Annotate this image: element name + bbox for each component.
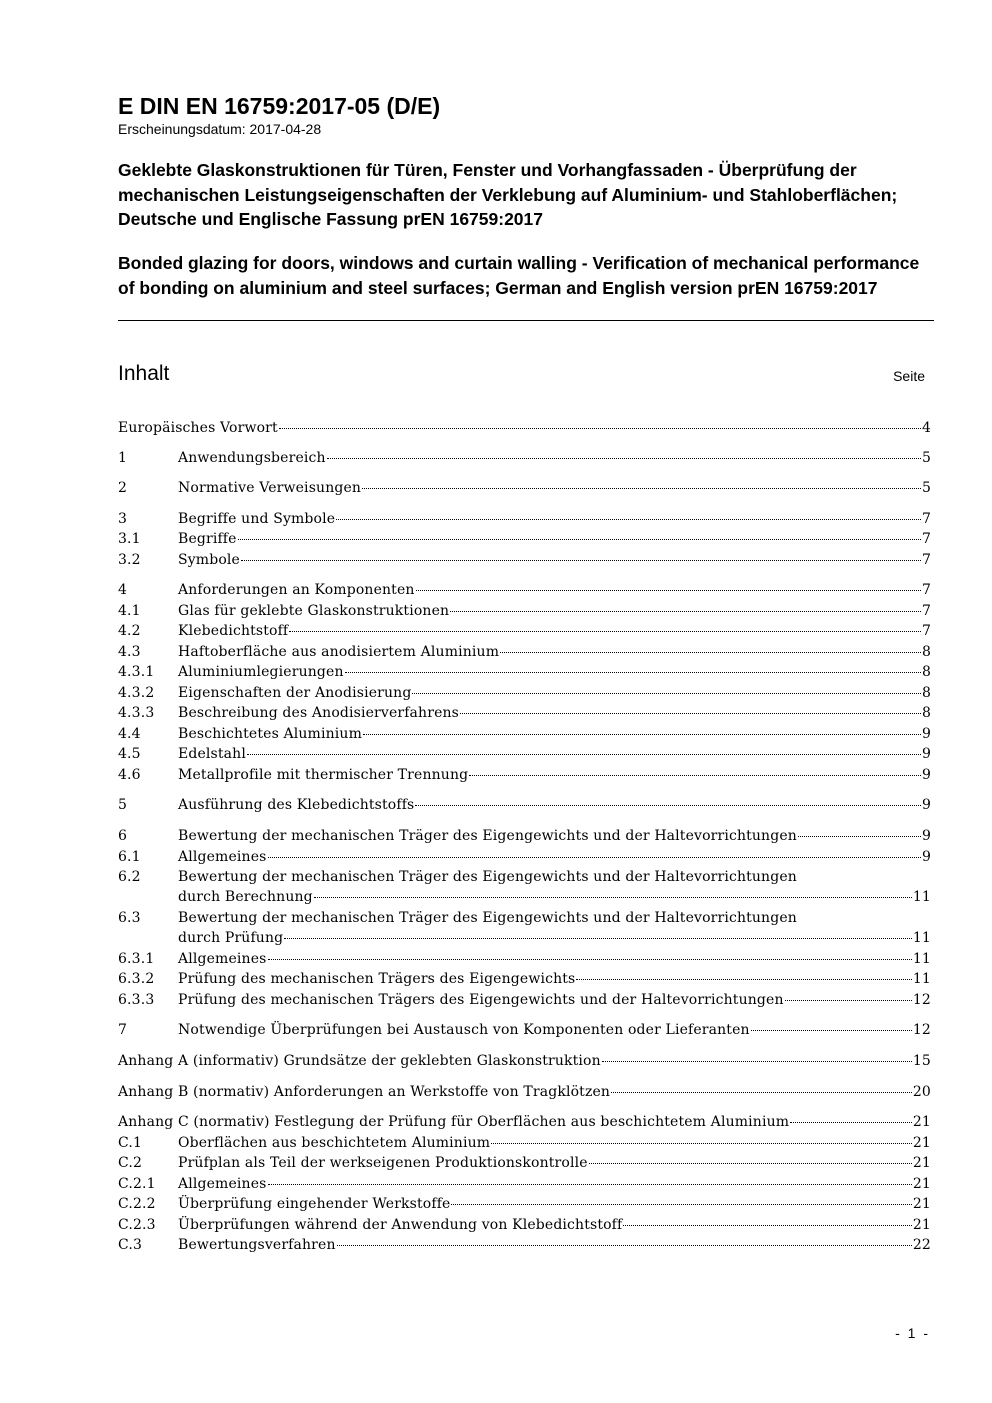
toc-entry-number: 1 [118,450,128,466]
toc-entry[interactable] [118,448,931,468]
toc-entry-number: 4.2 [118,623,141,639]
toc-entry-title: Oberflächen aus beschichtetem Aluminium [178,1135,491,1151]
toc-dot-leader [247,753,921,755]
toc-entry[interactable] [118,1082,931,1102]
toc-entry-title: Beschichtetes Aluminium [178,726,363,742]
toc-dot-leader [284,937,912,939]
toc-entry-page: 7 [921,531,931,547]
toc-entry[interactable] [118,1174,931,1194]
toc-entry-title: Prüfung des mechanischen Trägers des Eigengewichts und der Haltevorrichtungen [178,992,784,1008]
toc-entry-number: 6.3.1 [118,951,155,967]
toc-entry-page: 4 [921,420,931,436]
toc-entry-page: 7 [921,511,931,527]
toc-entry-page: 8 [921,664,931,680]
toc-entry-page: 21 [912,1196,931,1212]
toc-entry-title: Anhang A (informativ) Grundsätze der geklebten Glaskonstruktion [118,1053,601,1069]
toc-dot-leader [279,427,921,429]
toc-dot-leader [785,999,912,1001]
toc-entry[interactable] [118,1112,931,1132]
toc-entry-title: Allgemeines [178,951,267,967]
toc-entry-title: Normative Verweisungen [178,480,362,496]
toc-entry-title: Metallprofile mit thermischer Trennung [178,767,469,783]
toc-entry-number: 4.4 [118,726,141,742]
toc-entry-page: 8 [921,644,931,660]
toc-entry-title: Europäisches Vorwort [118,420,278,436]
toc-entry[interactable] [118,867,931,908]
toc-entry[interactable] [118,418,931,438]
toc-entry-title: durch Prüfung [178,930,284,947]
toc-dot-leader [491,1142,912,1144]
toc-entry-number: C.2.2 [118,1196,156,1212]
toc-entry-page: 9 [921,797,931,813]
toc-entry-number: 6.3 [118,910,141,926]
toc-entry-title: Überprüfung eingehender Werkstoffe [178,1196,451,1212]
toc-heading: Inhalt [118,362,170,385]
toc-entry-number: 4.3.3 [118,705,155,721]
toc-dot-leader [798,835,921,837]
toc-dot-leader [268,958,912,960]
toc-entry-number: C.2 [118,1155,143,1171]
toc-entry[interactable] [118,1235,931,1255]
toc-dot-leader [327,457,921,459]
toc-dot-leader [589,1162,912,1164]
toc-entry[interactable] [118,529,931,549]
toc-entry-number: C.2.3 [118,1217,156,1233]
toc-entry-number: 2 [118,480,128,496]
toc-entry-page: 11 [912,889,931,906]
toc-entry-number: 5 [118,797,128,813]
toc-dot-leader [451,1203,911,1205]
toc-entry-title: Aluminiumlegierungen [178,664,344,680]
toc-entry[interactable] [118,580,931,600]
toc-dot-leader [238,538,921,540]
toc-entry-page: 9 [921,849,931,865]
toc-entry-page: 8 [921,705,931,721]
toc-entry-page: 9 [921,746,931,762]
toc-entry-title: Prüfung des mechanischen Trägers des Eigengewichts [178,971,576,987]
page-number: - 1 - [895,1325,930,1341]
toc-dot-leader [268,856,921,858]
toc-entry-page: 11 [912,930,931,947]
toc-entry[interactable] [118,908,931,949]
toc-entry-title: Edelstahl [178,746,246,762]
toc-entry[interactable] [118,1153,931,1173]
toc-entry[interactable] [118,550,931,570]
toc-dot-leader [336,518,921,520]
toc-entry-page: 22 [912,1237,931,1253]
toc-entry[interactable] [118,703,931,723]
toc-entry-title: Überprüfungen während der Anwendung von Klebedichtstoff [178,1217,623,1233]
toc-entry-number: 3.1 [118,531,141,547]
toc-dot-leader [576,978,912,980]
toc-entry-page: 21 [912,1114,931,1130]
toc-entry[interactable] [118,990,931,1010]
toc-entry-page: 11 [912,971,931,987]
publication-date: Erscheinungsdatum: 2017-04-28 [118,121,322,137]
toc-entry-number: C.3 [118,1237,143,1253]
toc-entry-page: 9 [921,726,931,742]
toc-entry-title: Symbole [178,552,240,568]
toc-entry-title: Haftoberfläche aus anodisiertem Aluminium [178,644,500,660]
toc-entry-page: 12 [912,992,931,1008]
toc-entry-page: 21 [912,1155,931,1171]
toc-dot-leader [412,692,921,694]
toc-entry[interactable] [118,949,931,969]
toc-entry-number: C.1 [118,1135,143,1151]
toc-dot-leader [469,774,921,776]
toc-entry-number: 6.3.3 [118,992,155,1008]
toc-entry-title: Anhang B (normativ) Anforderungen an Werkstoffe von Tragklötzen [118,1084,611,1100]
toc-entry-page: 5 [921,450,931,466]
toc-entry-title: Bewertung der mechanischen Träger des Eigengewichts und der Haltevorrichtungen [178,828,797,844]
toc-entry-number: 4 [118,582,128,598]
toc-entry[interactable] [118,601,931,621]
toc-entry[interactable] [118,621,931,641]
toc-entry-title: Klebedichtstoff [178,623,289,639]
toc-dot-leader [450,610,921,612]
toc-entry-title-line: Bewertung der mechanischen Träger des Eigengewichts und der Haltevorrichtungen [178,910,797,926]
toc-entry-title: Anforderungen an Komponenten [178,582,415,598]
toc-entry[interactable] [118,1215,931,1235]
toc-entry-number: 6 [118,828,128,844]
toc-entry-number: 4.3.2 [118,685,155,701]
title-german: Geklebte Glaskonstruktionen für Türen, Fenster und Vorhangfassaden - Überprüfung der mechanischen Leistungseigenschaften der Verklebung auf Aluminium- und Stahloberflächen; Deutsche und Englische Fassung prEN 16759:2017 [118,160,898,229]
toc-entry[interactable] [118,1020,931,1040]
toc-dot-leader [337,1244,912,1246]
toc-entry-page: 9 [921,828,931,844]
toc-dot-leader [500,651,921,653]
toc-entry-title: Anhang C (normativ) Festlegung der Prüfung für Oberflächen aus beschichtetem Aluminium [118,1114,790,1130]
toc-entry-page: 11 [912,951,931,967]
toc-entry-page: 5 [921,480,931,496]
toc-dot-leader [623,1224,912,1226]
title-english: Bonded glazing for doors, windows and curtain walling - Verification of mechanical performance of bonding on aluminium and steel surfaces; German and English version prEN 16759:2017 [118,253,920,298]
toc-entry-title: Notwendige Überprüfungen bei Austausch von Komponenten oder Lieferanten [178,1022,750,1038]
toc-entry-page: 7 [921,582,931,598]
toc-entry-number: 6.1 [118,849,141,865]
toc-entry[interactable] [118,724,931,744]
toc-entry-number: 4.3 [118,644,141,660]
toc-entry-number: 7 [118,1022,128,1038]
toc-entry-number: 6.2 [118,869,141,885]
toc-dot-leader [460,712,921,714]
toc-entry-number: 4.1 [118,603,141,619]
toc-dot-leader [416,589,921,591]
toc-entry[interactable] [118,662,931,682]
toc-entry-title: Allgemeines [178,1176,267,1192]
toc-entry[interactable] [118,744,931,764]
toc-entry-number: 4.6 [118,767,141,783]
toc-entry-page: 21 [912,1135,931,1151]
toc-entry[interactable] [118,826,931,846]
toc-dot-leader [289,630,921,632]
toc-dot-leader [362,487,921,489]
toc-entry-title: Begriffe und Symbole [178,511,336,527]
toc-entry[interactable] [118,1051,931,1071]
toc-entry-title: Beschreibung des Anodisierverfahrens [178,705,460,721]
toc-entry-page: 21 [912,1176,931,1192]
toc-entry-number: 6.3.2 [118,971,155,987]
toc-entry-title: Begriffe [178,531,237,547]
toc-entry-page: 15 [912,1053,931,1069]
toc-entry-number: 4.3.1 [118,664,155,680]
toc-entry[interactable] [118,969,931,989]
toc-entry[interactable] [118,795,931,815]
toc-entry[interactable] [118,478,931,498]
toc-dot-leader [790,1121,912,1123]
toc-entry[interactable] [118,1194,931,1214]
toc-entry-page: 8 [921,685,931,701]
toc-entry-page: 12 [912,1022,931,1038]
toc-entry-title: Ausführung des Klebedichtstoffs [178,797,415,813]
toc-entry[interactable] [118,847,931,867]
toc-dot-leader [415,804,921,806]
toc-page-column-label: Seite [893,368,925,384]
toc-entry-page: 7 [921,623,931,639]
toc-dot-leader [345,671,921,673]
toc-entry[interactable] [118,683,931,703]
toc-entry-title: Allgemeines [178,849,267,865]
toc-entry-title: Anwendungsbereich [178,450,326,466]
toc-entry[interactable] [118,765,931,785]
toc-entry-title: Glas für geklebte Glaskonstruktionen [178,603,450,619]
toc-entry-page: 9 [921,767,931,783]
toc-dot-leader [751,1029,912,1031]
toc-entry-page: 7 [921,603,931,619]
toc-dot-leader [611,1091,912,1093]
table-of-contents [118,0,931,1403]
toc-entry-number: 3 [118,511,128,527]
toc-entry-title: Eigenschaften der Anodisierung [178,685,412,701]
toc-entry-title: Prüfplan als Teil der werkseigenen Produktionskontrolle [178,1155,588,1171]
toc-dot-leader [363,733,921,735]
toc-entry-number: 4.5 [118,746,141,762]
toc-entry-title: durch Berechnung [178,889,313,906]
toc-entry-page: 7 [921,552,931,568]
toc-entry[interactable] [118,509,931,529]
document-id: E DIN EN 16759:2017-05 (D/E) [118,93,441,119]
toc-dot-leader [314,896,912,898]
toc-dot-leader [241,559,921,561]
toc-entry-page: 21 [912,1217,931,1233]
toc-entry-title: Bewertungsverfahren [178,1237,336,1253]
toc-dot-leader [268,1183,912,1185]
toc-entry[interactable] [118,1133,931,1153]
toc-entry-page: 20 [912,1084,931,1100]
toc-entry-title-line: Bewertung der mechanischen Träger des Eigengewichts und der Haltevorrichtungen [178,869,797,885]
toc-entry[interactable] [118,642,931,662]
toc-dot-leader [602,1060,912,1062]
toc-entry-number: C.2.1 [118,1176,156,1192]
toc-entry-number: 3.2 [118,552,141,568]
